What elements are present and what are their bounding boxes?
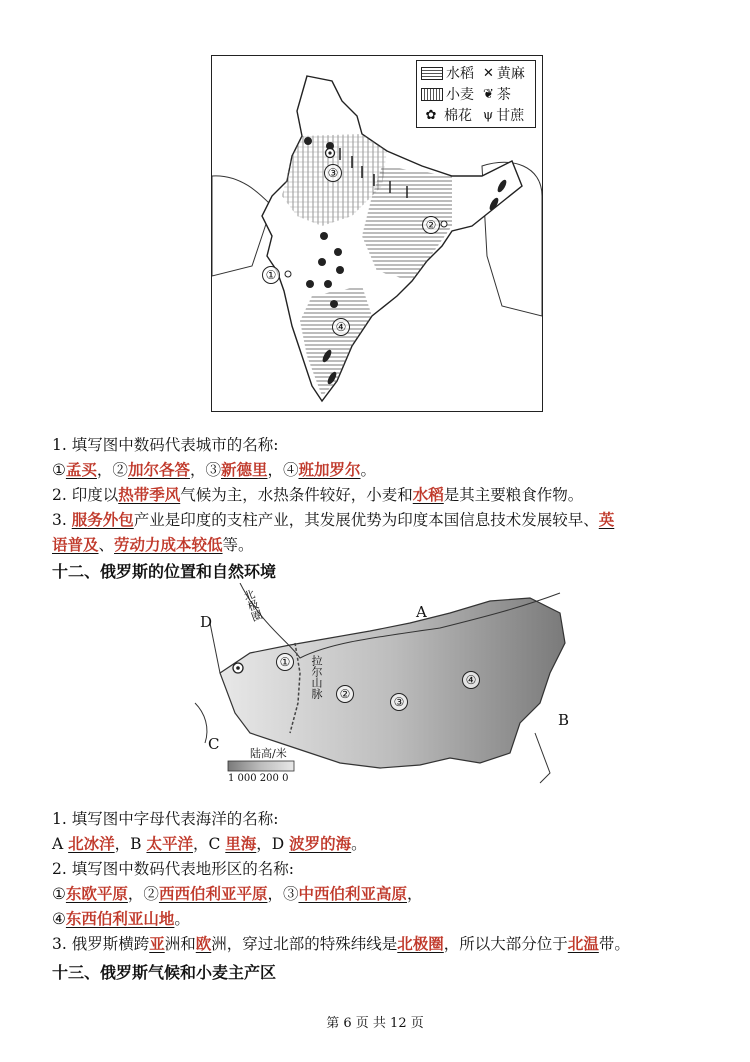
tea-leaf-icon: ❦ bbox=[483, 86, 494, 102]
india-marker-4: ④ bbox=[332, 318, 350, 336]
answer-english-part1: 英 bbox=[598, 510, 615, 529]
india-map-legend bbox=[416, 60, 536, 128]
answer-arctic-circle: 北极圈 bbox=[397, 934, 444, 953]
answer-labor-cost: 劳动力成本较低 bbox=[114, 535, 223, 554]
answer-bangalore: 班加罗尔 bbox=[298, 460, 361, 479]
sugarcane-icon: ψ bbox=[483, 107, 494, 123]
wheat-swatch bbox=[421, 88, 443, 101]
page-footer: 第 6 页 共 12 页 bbox=[326, 1016, 424, 1031]
legend-tea: ❦ 茶 bbox=[483, 86, 511, 103]
answer-caspian-sea: 里海 bbox=[225, 834, 257, 853]
q11-3-line2: 语普及、劳动力成本较低等。 bbox=[52, 535, 254, 554]
russia-terrain-map bbox=[180, 583, 580, 795]
jute-icon: ✕ bbox=[483, 65, 494, 81]
region-marker-2: ② bbox=[336, 685, 354, 703]
q11-1-answers: ①孟买，②加尔各答，③新德里，④班加罗尔。 bbox=[52, 460, 377, 479]
ocean-label-c: C bbox=[208, 735, 220, 753]
russia-map-drawing bbox=[180, 583, 580, 795]
region-marker-4: ④ bbox=[462, 671, 480, 689]
elevation-legend-ticks: 1 000 200 0 bbox=[228, 773, 289, 784]
answer-new-delhi: 新德里 bbox=[220, 460, 268, 479]
cotton-icon: ✿ bbox=[425, 107, 437, 123]
answer-mumbai: 孟买 bbox=[65, 460, 97, 479]
ural-mountains-label: 拉尔山脉 bbox=[310, 655, 323, 699]
answer-europe: 欧 bbox=[195, 934, 212, 953]
answer-english-part2: 语普及 bbox=[52, 535, 99, 554]
answer-east-european-plain: 东欧平原 bbox=[65, 884, 128, 903]
answer-rice: 水稻 bbox=[412, 485, 444, 504]
q12-2-answers-line2: ④东西伯利亚山地。 bbox=[52, 909, 190, 928]
q12-2-answers-line1: ①东欧平原，②西西伯利亚平原，③中西伯利亚高原， bbox=[52, 884, 423, 903]
rice-swatch bbox=[421, 67, 443, 80]
ocean-label-d: D bbox=[200, 613, 213, 631]
q11-3-line1: 3. 服务外包产业是印度的支柱产业，其发展优势为印度本国信息技术发展较早、英 bbox=[52, 510, 615, 529]
ocean-label-b: B bbox=[558, 711, 570, 729]
elevation-legend-title: 陆高/米 bbox=[250, 747, 287, 760]
ocean-label-a: A bbox=[416, 603, 427, 621]
answer-kolkata: 加尔各答 bbox=[127, 460, 190, 479]
legend-rice: 水稻 bbox=[421, 63, 474, 83]
section-13-heading: 十三、俄罗斯气候和小麦主产区 bbox=[52, 963, 277, 982]
q12-1-prompt: 1. 填写图中字母代表海洋的名称: bbox=[52, 810, 279, 828]
answer-asia: 亚 bbox=[149, 934, 165, 953]
answer-north-temperate: 北温 bbox=[567, 934, 599, 953]
answer-outsourcing: 服务外包 bbox=[71, 510, 134, 529]
legend-jute: ✕ 黄麻 bbox=[483, 65, 525, 82]
arctic-circle-label: 北极圈 bbox=[240, 587, 265, 624]
section-12-heading: 十二、俄罗斯的位置和自然环境 bbox=[52, 562, 277, 581]
answer-west-siberian-plain: 西西伯利亚平原 bbox=[158, 884, 268, 903]
q12-2-prompt: 2. 填写图中数码代表地形区的名称: bbox=[52, 860, 294, 878]
legend-wheat: 小麦 bbox=[421, 84, 474, 104]
q12-3: 3. 俄罗斯横跨亚洲和欧洲，穿过北部的特殊纬线是北极圈，所以大部分位于北温带。 bbox=[52, 934, 630, 953]
answer-pacific-ocean: 太平洋 bbox=[146, 834, 193, 853]
q11-1-prompt: 1. 填写图中数码代表城市的名称: bbox=[52, 436, 279, 454]
legend-sugarcane: ψ 甘蔗 bbox=[483, 107, 525, 124]
region-marker-3: ③ bbox=[390, 693, 408, 711]
india-agriculture-map bbox=[211, 55, 543, 412]
india-marker-3: ③ bbox=[324, 164, 342, 182]
answer-baltic-sea: 波罗的海 bbox=[289, 834, 352, 853]
answer-central-siberian-plateau: 中西伯利亚高原 bbox=[298, 884, 407, 903]
answer-arctic-ocean: 北冰洋 bbox=[68, 834, 115, 853]
q12-1-answers: A 北冰洋，B 太平洋，C 里海，D 波罗的海。 bbox=[52, 834, 367, 853]
legend-cotton: ✿ 棉花 bbox=[421, 105, 472, 125]
answer-east-siberian-mountains: 东西伯利亚山地 bbox=[65, 909, 175, 928]
india-marker-2: ② bbox=[422, 216, 440, 234]
region-marker-1: ① bbox=[276, 653, 294, 671]
india-marker-1: ① bbox=[262, 266, 280, 284]
answer-climate: 热带季风 bbox=[118, 485, 181, 504]
q11-2: 2. 印度以热带季风气候为主，水热条件较好，小麦和水稻是其主要粮食作物。 bbox=[52, 485, 584, 504]
